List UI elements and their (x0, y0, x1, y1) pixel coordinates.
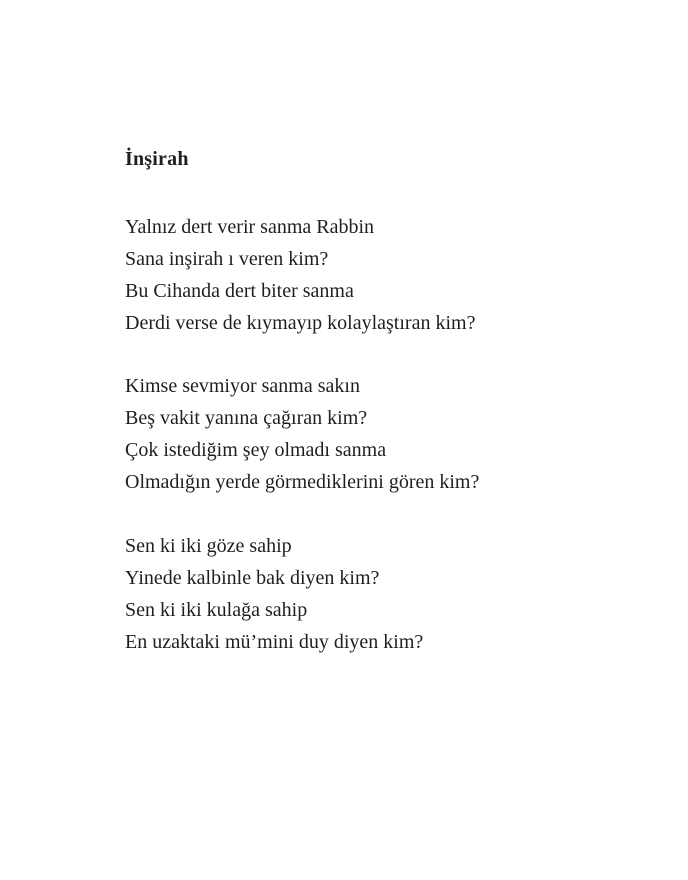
poem-line: Olmadığın yerde görmediklerini gören kim? (125, 471, 480, 493)
stanza-2 (125, 370, 479, 498)
poem-line: Bu Cihanda dert biter sanma (125, 280, 354, 302)
poem-line: Beş vakit yanına çağıran kim? (125, 407, 368, 429)
poem-line: Kimse sevmiyor sanma sakın (125, 375, 360, 397)
poem-line: Derdi verse de kıymayıp kolaylaştıran kim? (125, 312, 476, 334)
stanza-3 (125, 530, 423, 658)
poem-title: İnşirah (125, 148, 189, 170)
poem-line: Sen ki iki kulağa sahip (125, 599, 308, 621)
poem-line: Yinede kalbinle bak diyen kim? (125, 567, 380, 589)
poem-line: Çok istediğim şey olmadı sanma (125, 439, 387, 461)
stanza-1 (125, 211, 475, 339)
poem-line: Sen ki iki göze sahip (125, 535, 292, 557)
poem-line: Yalnız dert verir sanma Rabbin (125, 216, 375, 238)
poem-line: Sana inşirah ı veren kim? (125, 248, 329, 270)
poem-line: En uzaktaki mü’mini duy diyen kim? (125, 631, 424, 653)
